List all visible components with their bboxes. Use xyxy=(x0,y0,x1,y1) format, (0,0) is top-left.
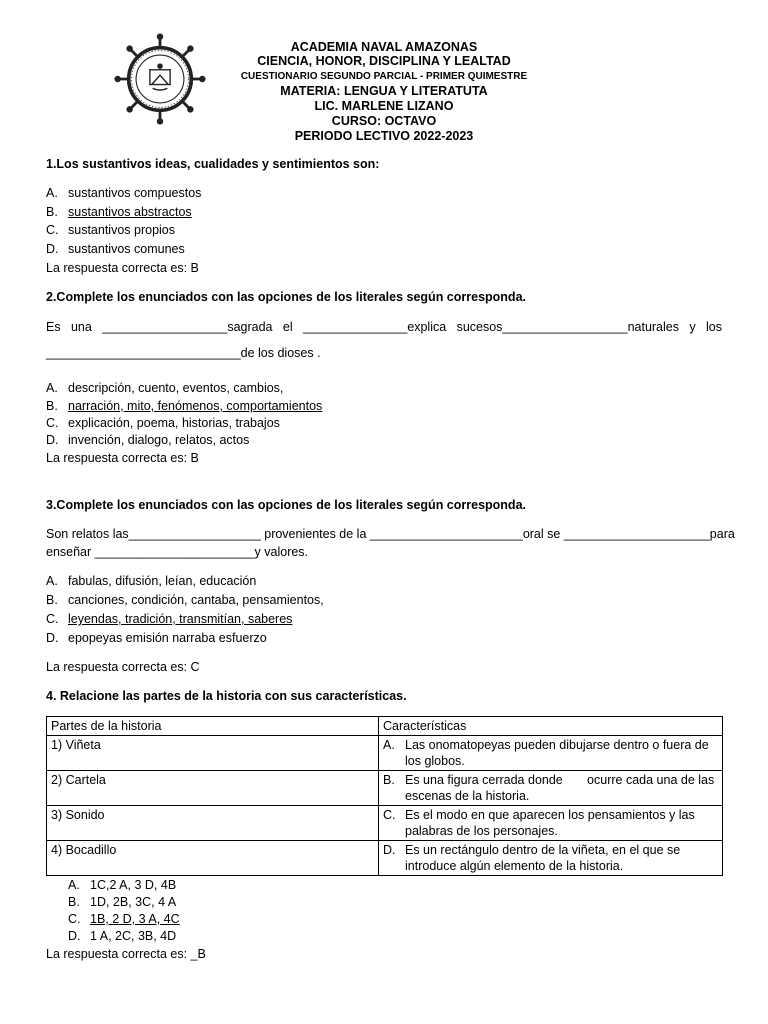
table-cell-characteristic: D. Es un rectángulo dentro de la viñeta, en el que se introduce algún elemento de la historia. xyxy=(379,841,723,876)
relation-table xyxy=(46,716,723,876)
period-line: PERIODO LECTIVO 2022-2023 xyxy=(294,129,474,143)
q2-answer: La respuesta correcta es: B xyxy=(46,451,199,465)
q2-option-d: D. invención, dialogo, relatos, actos xyxy=(46,433,250,447)
academy-seal-logo xyxy=(114,33,206,125)
school-name: ACADEMIA NAVAL AMAZONAS xyxy=(290,40,478,54)
q4-option-c: C. 1B, 2 D, 3 A, 4C xyxy=(68,912,180,926)
table-row xyxy=(47,841,723,876)
table-header-parts: Partes de la historia xyxy=(47,717,379,736)
question-2: 2.Complete los enunciados con las opciones de los literales según corresponda. xyxy=(46,290,526,304)
q2-option-a: A. descripción, cuento, eventos, cambios, xyxy=(46,381,284,395)
table-cell-characteristic: C. Es el modo en que aparecen los pensamientos y las palabras de los personajes. xyxy=(379,806,723,841)
q3-option-c: C. leyendas, tradición, transmitían, saberes xyxy=(46,612,293,626)
q2-option-b: B. narración, mito, fenómenos, comportamientos xyxy=(46,399,323,413)
q1-option-a: A. sustantivos compuestos xyxy=(46,186,202,200)
q1-option-b: B. sustantivos abstractos xyxy=(46,205,192,219)
table-row xyxy=(47,771,723,806)
question-3: 3.Complete los enunciados con las opciones de los literales según corresponda. xyxy=(46,498,526,512)
teacher-line: LIC. MARLENE LIZANO xyxy=(314,99,454,113)
table-cell-part: 4) Bocadillo xyxy=(47,841,379,876)
q2-fill-line-1: Es una __________________sagrada el _______________explica sucesos__________________naturales y los xyxy=(46,320,722,334)
table-cell-part: 3) Sonido xyxy=(47,806,379,841)
table-cell-part: 2) Cartela xyxy=(47,771,379,806)
table-cell-characteristic: A. Las onomatopeyas pueden dibujarse dentro o fuera de los globos. xyxy=(379,736,723,771)
subject-line: MATERIA: LENGUA Y LITERATUTA xyxy=(280,84,488,98)
table-header-characteristics: Características xyxy=(379,717,723,736)
q1-answer: La respuesta correcta es: B xyxy=(46,261,199,275)
q3-option-a: A. fabulas, difusión, leían, educación xyxy=(46,574,257,588)
table-header-row xyxy=(47,717,723,736)
table-cell-characteristic: B. Es una figura cerrada donde ocurre cada una de las escenas de la historia. xyxy=(379,771,723,806)
exam-title: CUESTIONARIO SEGUNDO PARCIAL - PRIMER QUIMESTRE xyxy=(240,71,528,82)
table-row xyxy=(47,736,723,771)
question-1: 1.Los sustantivos ideas, cualidades y sentimientos son: xyxy=(46,157,380,171)
q3-option-d: D. epopeyas emisión narraba esfuerzo xyxy=(46,631,267,645)
q4-answer: La respuesta correcta es: _B xyxy=(46,947,206,961)
table-cell-part: 1) Viñeta xyxy=(47,736,379,771)
q3-fill-line-1: Son relatos las___________________ provenientes de la ______________________oral se _____________________ para xyxy=(46,527,735,541)
q4-option-a: A. 1C,2 A, 3 D, 4B xyxy=(68,878,177,892)
q3-option-b: B. canciones, condición, cantaba, pensamientos, xyxy=(46,593,324,607)
q2-option-c: C. explicación, poema, historias, trabajos xyxy=(46,416,280,430)
q3-answer: La respuesta correcta es: C xyxy=(46,660,200,674)
q1-option-c: C. sustantivos propios xyxy=(46,223,176,237)
q4-option-b: B. 1D, 2B, 3C, 4 A xyxy=(68,895,177,909)
question-4: 4. Relacione las partes de la historia con sus características. xyxy=(46,689,407,703)
table-row xyxy=(47,806,723,841)
school-motto: CIENCIA, HONOR, DISCIPLINA Y LEALTAD xyxy=(257,54,511,68)
q3-fill-line-2: enseñar _______________________y valores. xyxy=(46,545,309,559)
q2-fill-line-2: ____________________________de los dioses . xyxy=(46,346,321,360)
course-line: CURSO: OCTAVO xyxy=(331,114,437,128)
q1-option-d: D. sustantivos comunes xyxy=(46,242,185,256)
q4-option-d: D. 1 A, 2C, 3B, 4D xyxy=(68,929,177,943)
